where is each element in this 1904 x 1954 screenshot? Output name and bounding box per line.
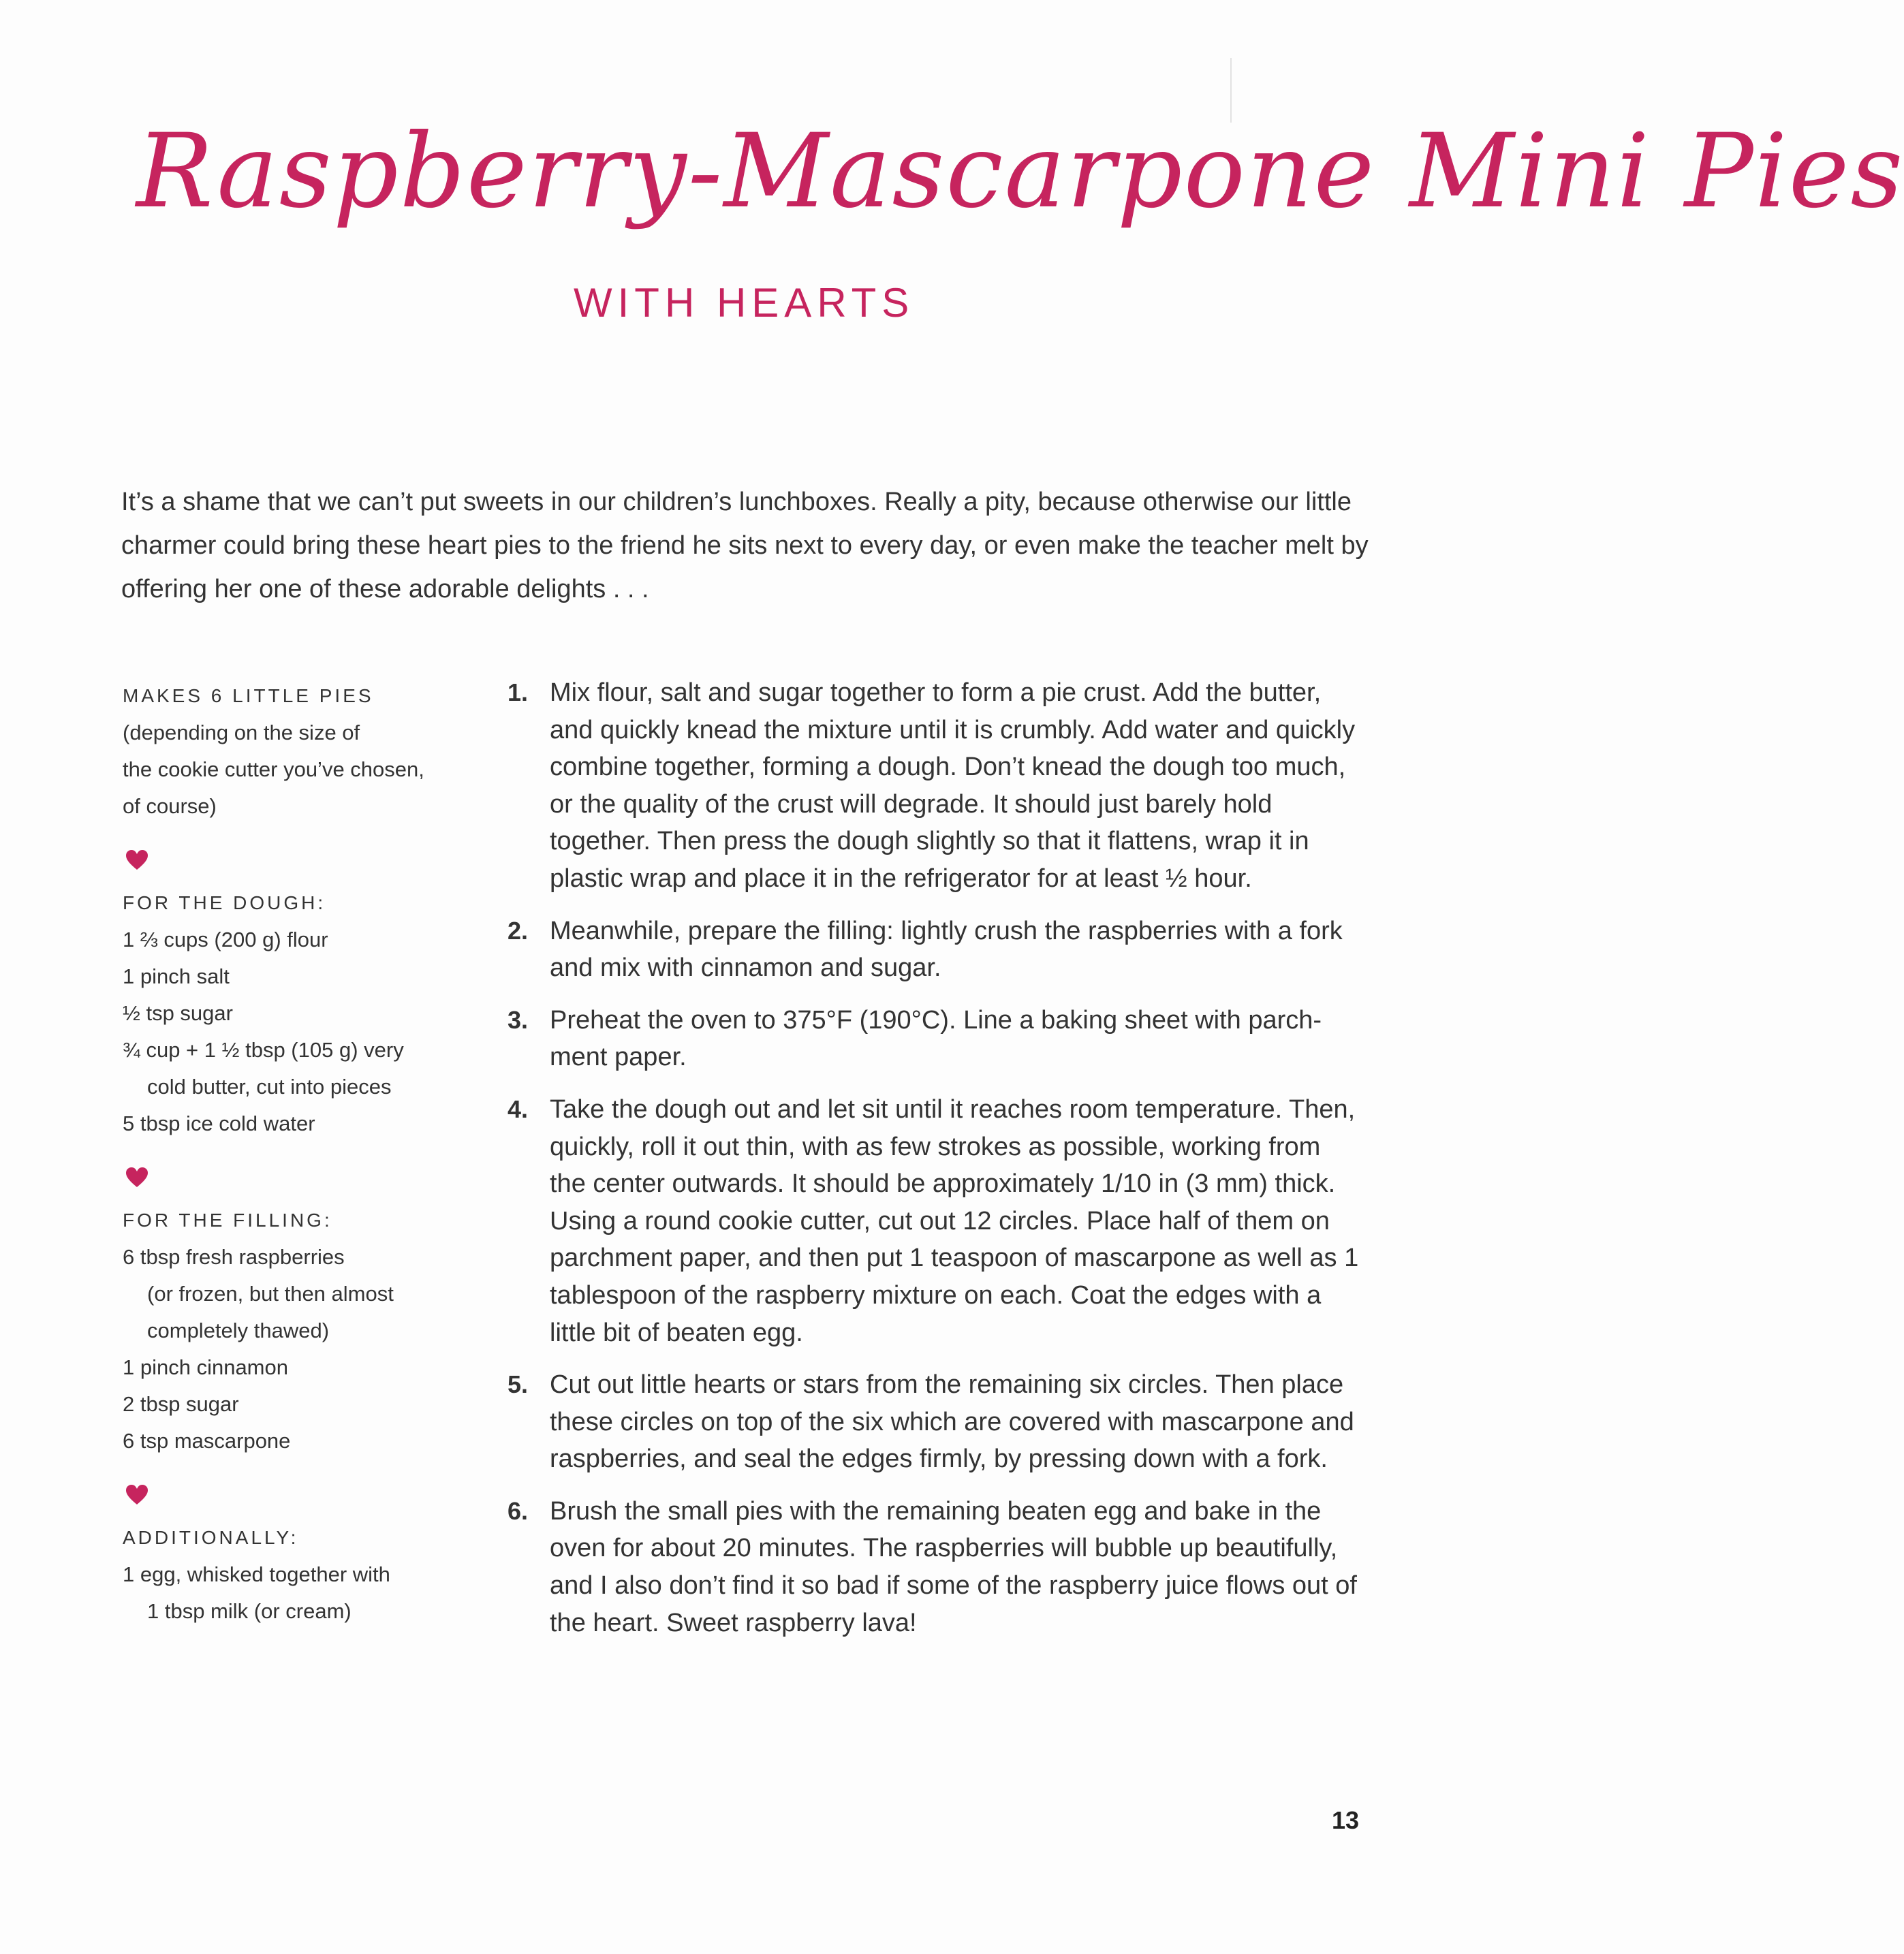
step-number: 1. (508, 678, 529, 706)
page-number: 13 (1332, 1806, 1360, 1834)
recipe-subtitle: WITH HEARTS (574, 280, 915, 326)
ingredient-item: 1 tbsp milk (or cream) (147, 1599, 352, 1623)
heart-icon (125, 849, 149, 871)
step-number: 4. (508, 1094, 529, 1123)
yield-block (123, 678, 477, 825)
ingredient-item: 5 tbsp ice cold water (123, 1112, 315, 1135)
ingredient-item: 1 egg, whisked together with (123, 1562, 390, 1586)
heart-icon (125, 1484, 149, 1506)
ingredient-item: completely thawed) (147, 1319, 330, 1342)
heart-icon (125, 1167, 149, 1188)
filling-block (123, 1202, 477, 1460)
step-text: Cut out little hearts or stars from the remaining six circles. Then place these circles on top of the six which are covered with mascarpone and raspberries, and seal the edges firmly, by pressing down with a fork. (550, 1370, 1354, 1474)
ingredient-item: 1 pinch cinnamon (123, 1355, 288, 1379)
ingredient-item: (or frozen, but then almost (147, 1282, 394, 1306)
ingredient-item: 2 tbsp sugar (123, 1392, 239, 1416)
instruction-step (508, 674, 1359, 898)
ingredient-item: 6 tsp mascarpone (123, 1429, 291, 1453)
ingredient-item: 1 ⅔ cups (200 g) flour (123, 928, 328, 951)
step-number: 3. (508, 1005, 529, 1034)
ingredient-item: ½ tsp sugar (123, 1001, 233, 1025)
ingredient-item: 6 tbsp fresh raspberries (123, 1245, 345, 1269)
additionally-heading: ADDITIONALLY: (123, 1527, 299, 1548)
step-text: Meanwhile, prepare the filling: lightly crush the raspberries with a fork and mix with cinnamon and sugar. (550, 916, 1343, 983)
yield-line: the cookie cutter you’ve chosen, (123, 757, 424, 781)
instruction-step (508, 1493, 1359, 1641)
yield-heading: MAKES 6 LITTLE PIES (123, 685, 374, 706)
yield-line: of course) (123, 794, 217, 818)
instruction-step (508, 913, 1359, 987)
filling-heading: FOR THE FILLING: (123, 1210, 332, 1231)
step-number: 6. (508, 1496, 529, 1525)
intro-paragraph: It’s a shame that we can’t put sweets in our children’s lunchboxes. Really a pity, because otherwise our little charmer could bring these heart pies to the friend he sits next to every day, or even make the teacher melt by offering her one of these adorable delights . . . (121, 488, 1369, 603)
step-text: Preheat the oven to 375°F (190°C). Line a baking sheet with parch-ment paper. (550, 1005, 1322, 1072)
yield-line: (depending on the size of (123, 721, 360, 744)
dough-block (123, 885, 477, 1142)
ingredient-item: ¾ cup + 1 ½ tbsp (105 g) very (123, 1038, 404, 1062)
instructions-list (508, 674, 1359, 1656)
step-number: 2. (508, 916, 529, 945)
step-text: Brush the small pies with the remaining beaten egg and bake in the oven for about 20 minutes. The raspberries will bubble up beautifully, and I also don’t find it so bad if some of the raspberry juice flows out of the heart. Sweet raspberry lava! (550, 1496, 1357, 1637)
instruction-step (508, 1002, 1359, 1076)
ingredient-item: cold butter, cut into pieces (147, 1075, 392, 1099)
additionally-block (123, 1519, 477, 1630)
step-text: Take the dough out and let sit until it reaches room temperature. Then, quickly, roll it out thin, with as few strokes as possible, working from the center outwards. It should be approximately 1/10 in (3 mm) thick. Using a round cookie cutter, cut out 12 circles. Place half of them on parchment paper, and then put 1 teaspoon of mascarpone as well as 1 tablespoon of the raspberry mixture on each. Coat the edges with a little bit of beaten egg. (550, 1094, 1359, 1347)
dough-heading: FOR THE DOUGH: (123, 892, 326, 913)
instruction-step (508, 1091, 1359, 1351)
instruction-step (508, 1366, 1359, 1478)
recipe-title: Raspberry-Mascarpone Mini Pies (136, 112, 1904, 231)
ingredients-column (123, 678, 477, 1630)
step-number: 5. (508, 1370, 529, 1399)
ingredient-item: 1 pinch salt (123, 964, 230, 988)
step-text: Mix flour, salt and sugar together to form a pie crust. Add the butter, and quickly knead the mixture until it is crumbly. Add water and quickly combine together, forming a dough. Don’t knead the dough too much, or the quality of the crust will degrade. It should just barely hold together. Then press the dough slightly so that it flattens, wrap it in plastic wrap and place it in the refrigerator for at least ½ hour. (550, 678, 1356, 893)
